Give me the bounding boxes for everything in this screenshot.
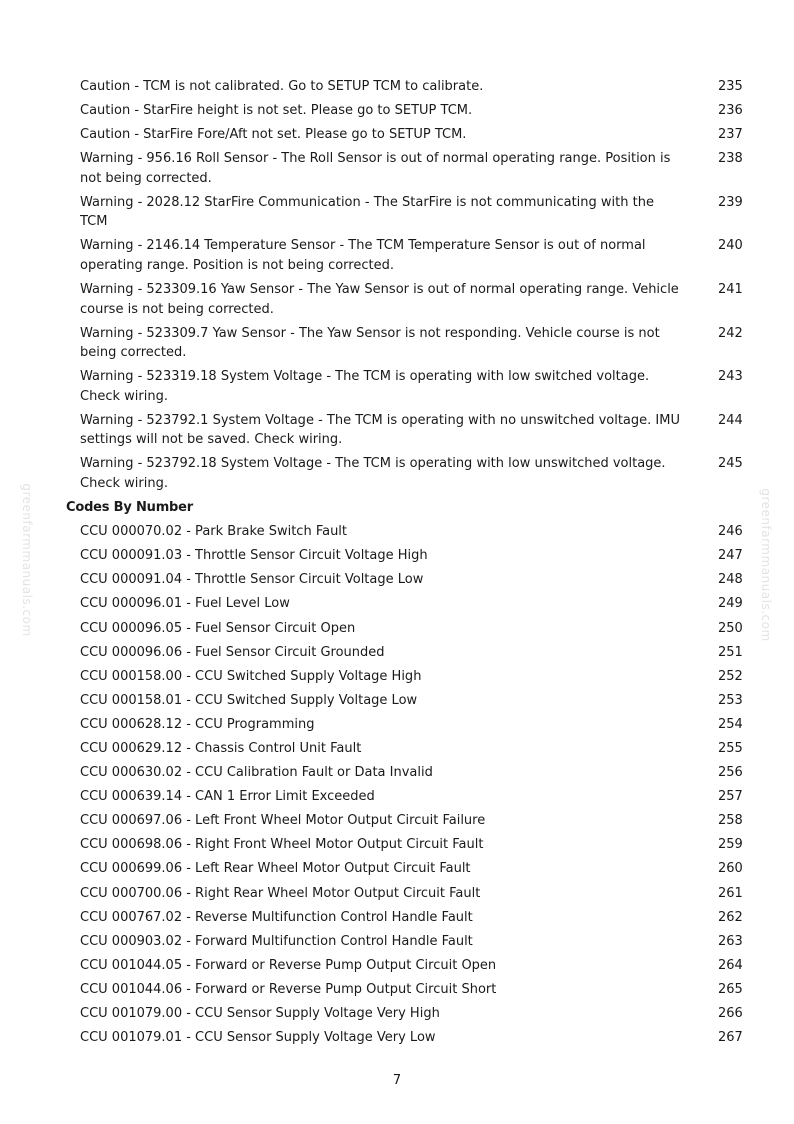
toc-entry-page: 252 bbox=[718, 668, 743, 684]
toc-entry-title: CCU 000700.06 - Right Rear Wheel Motor Output Circuit Fault bbox=[80, 885, 481, 901]
toc-entry-page: 262 bbox=[718, 909, 743, 925]
toc-entry[interactable] bbox=[0, 884, 794, 904]
toc-entry-title: CCU 000091.04 - Throttle Sensor Circuit Voltage Low bbox=[80, 572, 424, 588]
toc-entry-page: 265 bbox=[718, 981, 743, 997]
toc-entry[interactable] bbox=[0, 787, 794, 807]
watermark-left: greenfarmmanuals.com bbox=[20, 483, 34, 637]
toc-entry-title: CCU 000698.06 - Right Front Wheel Motor Output Circuit Fault bbox=[80, 837, 484, 853]
toc-entry[interactable] bbox=[0, 908, 794, 928]
toc-entry-title: Caution - TCM is not calibrated. Go to SETUP TCM to calibrate. bbox=[80, 79, 484, 94]
toc-entry-title: Caution - StarFire Fore/Aft not set. Please go to SETUP TCM. bbox=[80, 127, 467, 143]
toc-entry[interactable] bbox=[0, 324, 794, 363]
page-number: 7 bbox=[392, 1073, 402, 1088]
toc-entry-title: CCU 000630.02 - CCU Calibration Fault or Data Invalid bbox=[80, 765, 433, 781]
toc-entry-title: CCU 000091.03 - Throttle Sensor Circuit Voltage High bbox=[80, 548, 428, 564]
toc-entry[interactable] bbox=[0, 594, 794, 614]
toc-entry[interactable] bbox=[0, 980, 794, 1000]
toc-entry[interactable] bbox=[0, 1004, 794, 1024]
toc-entry[interactable] bbox=[0, 101, 794, 121]
toc-entry[interactable] bbox=[0, 546, 794, 566]
section-heading: Codes By Number bbox=[66, 500, 193, 516]
toc-entry[interactable] bbox=[0, 667, 794, 687]
table-of-contents bbox=[0, 77, 794, 1052]
toc-entry[interactable] bbox=[0, 715, 794, 735]
toc-entry-page: 264 bbox=[718, 957, 743, 973]
toc-entry-title: Warning - 523792.18 System Voltage - The TCM is operating with low unswitched voltage. Check wiring. bbox=[80, 456, 666, 491]
toc-entry-page: 242 bbox=[718, 325, 743, 341]
toc-list-codes bbox=[0, 522, 794, 1047]
toc-entry-title: CCU 000096.06 - Fuel Sensor Circuit Grounded bbox=[80, 644, 385, 660]
toc-entry-title: Warning - 523792.1 System Voltage - The TCM is operating with no unswitched voltage. IMU settings will not be saved. Check wiring. bbox=[80, 412, 680, 448]
toc-entry-page: 256 bbox=[718, 765, 743, 781]
toc-entry-page: 257 bbox=[718, 789, 743, 805]
toc-entry[interactable] bbox=[0, 367, 794, 406]
toc-entry[interactable] bbox=[0, 835, 794, 855]
toc-entry[interactable] bbox=[0, 691, 794, 711]
toc-entry-title: CCU 000158.00 - CCU Switched Supply Voltage High bbox=[80, 668, 422, 684]
toc-entry-title: CCU 000699.06 - Left Rear Wheel Motor Output Circuit Fault bbox=[80, 861, 471, 877]
toc-entry-title: Warning - 523309.7 Yaw Sensor - The Yaw Sensor is not responding. Vehicle course is not being corrected. bbox=[80, 325, 660, 361]
toc-entry-page: 248 bbox=[718, 572, 743, 588]
toc-entry-page: 251 bbox=[718, 644, 743, 660]
toc-entry-page: 235 bbox=[718, 79, 743, 94]
toc-entry-page: 244 bbox=[718, 412, 743, 428]
toc-entry-title: CCU 000697.06 - Left Front Wheel Motor Output Circuit Failure bbox=[80, 813, 486, 829]
toc-entry-page: 246 bbox=[718, 524, 743, 540]
toc-entry-title: Warning - 523319.18 System Voltage - The TCM is operating with low switched voltage. Check wiring. bbox=[80, 369, 650, 404]
toc-entry[interactable] bbox=[0, 149, 794, 188]
toc-entry-page: 260 bbox=[718, 861, 743, 877]
toc-entry[interactable] bbox=[0, 193, 794, 232]
toc-entry-page: 258 bbox=[718, 813, 743, 829]
toc-entry-page: 236 bbox=[718, 103, 743, 119]
toc-entry-page: 266 bbox=[718, 1006, 743, 1021]
toc-entry-page: 237 bbox=[718, 127, 743, 143]
toc-entry-title: Caution - StarFire height is not set. Please go to SETUP TCM. bbox=[80, 103, 473, 119]
toc-entry-page: 239 bbox=[718, 194, 743, 210]
toc-entry-page: 261 bbox=[718, 885, 743, 901]
toc-entry-page: 241 bbox=[718, 282, 743, 298]
toc-entry-title: CCU 001044.06 - Forward or Reverse Pump Output Circuit Short bbox=[80, 981, 497, 997]
toc-entry[interactable] bbox=[0, 236, 794, 275]
toc-entry-title: CCU 000158.01 - CCU Switched Supply Voltage Low bbox=[80, 692, 418, 708]
toc-entry-page: 249 bbox=[718, 596, 743, 612]
toc-entry-title: Warning - 2028.12 StarFire Communication - The StarFire is not communicating with the TCM bbox=[80, 194, 654, 230]
toc-entry[interactable] bbox=[0, 763, 794, 783]
toc-entry-page: 238 bbox=[718, 151, 743, 167]
toc-entry-title: CCU 001079.01 - CCU Sensor Supply Voltage Very Low bbox=[80, 1030, 436, 1046]
toc-entry[interactable] bbox=[0, 454, 794, 493]
toc-entry[interactable] bbox=[0, 739, 794, 759]
toc-entry-title: CCU 001044.05 - Forward or Reverse Pump Output Circuit Open bbox=[80, 957, 497, 973]
toc-entry[interactable] bbox=[0, 643, 794, 663]
toc-entry-title: CCU 000629.12 - Chassis Control Unit Fault bbox=[80, 740, 362, 756]
toc-entry[interactable] bbox=[0, 619, 794, 639]
toc-entry[interactable] bbox=[0, 522, 794, 542]
toc-entry-page: 254 bbox=[718, 716, 743, 732]
toc-entry-page: 263 bbox=[718, 933, 743, 949]
toc-entry[interactable] bbox=[0, 280, 794, 319]
toc-entry[interactable] bbox=[0, 77, 794, 97]
toc-entry[interactable] bbox=[0, 411, 794, 450]
toc-entry-page: 247 bbox=[718, 548, 743, 564]
toc-entry-title: CCU 000096.05 - Fuel Sensor Circuit Open bbox=[80, 620, 356, 636]
toc-entry[interactable] bbox=[0, 932, 794, 952]
toc-entry[interactable] bbox=[0, 1028, 794, 1048]
toc-entry-page: 267 bbox=[718, 1030, 743, 1046]
toc-entry-title: CCU 000767.02 - Reverse Multifunction Control Handle Fault bbox=[80, 909, 473, 925]
toc-entry-page: 240 bbox=[718, 238, 743, 254]
toc-entry[interactable] bbox=[0, 811, 794, 831]
toc-entry-page: 253 bbox=[718, 692, 743, 708]
toc-entry-title: CCU 000903.02 - Forward Multifunction Control Handle Fault bbox=[80, 933, 473, 949]
toc-entry-page: 259 bbox=[718, 837, 743, 853]
toc-entry-title: CCU 000628.12 - CCU Programming bbox=[80, 716, 315, 732]
toc-entry-title: CCU 001079.00 - CCU Sensor Supply Voltage Very High bbox=[80, 1006, 440, 1021]
toc-list-warnings bbox=[0, 77, 794, 493]
toc-entry-title: Warning - 956.16 Roll Sensor - The Roll Sensor is out of normal operating range. Position is not being corrected. bbox=[80, 151, 671, 186]
toc-entry[interactable] bbox=[0, 859, 794, 879]
toc-entry-title: CCU 000639.14 - CAN 1 Error Limit Exceeded bbox=[80, 789, 375, 805]
toc-entry-page: 255 bbox=[718, 740, 743, 756]
toc-entry-page: 250 bbox=[718, 620, 743, 636]
toc-entry-page: 243 bbox=[718, 369, 743, 385]
watermark-right: greenfarmmanuals.com bbox=[759, 488, 773, 642]
toc-entry[interactable] bbox=[0, 956, 794, 976]
toc-entry-title: CCU 000096.01 - Fuel Level Low bbox=[80, 596, 290, 612]
toc-entry[interactable] bbox=[0, 125, 794, 145]
toc-entry-title: Warning - 523309.16 Yaw Sensor - The Yaw Sensor is out of normal operating range. Vehicle course is not being corrected. bbox=[80, 282, 679, 317]
toc-entry-title: CCU 000070.02 - Park Brake Switch Fault bbox=[80, 524, 348, 540]
toc-entry[interactable] bbox=[0, 570, 794, 590]
toc-entry-page: 245 bbox=[718, 456, 743, 472]
toc-entry-title: Warning - 2146.14 Temperature Sensor - The TCM Temperature Sensor is out of normal operating range. Position is not being corrected. bbox=[80, 238, 646, 273]
